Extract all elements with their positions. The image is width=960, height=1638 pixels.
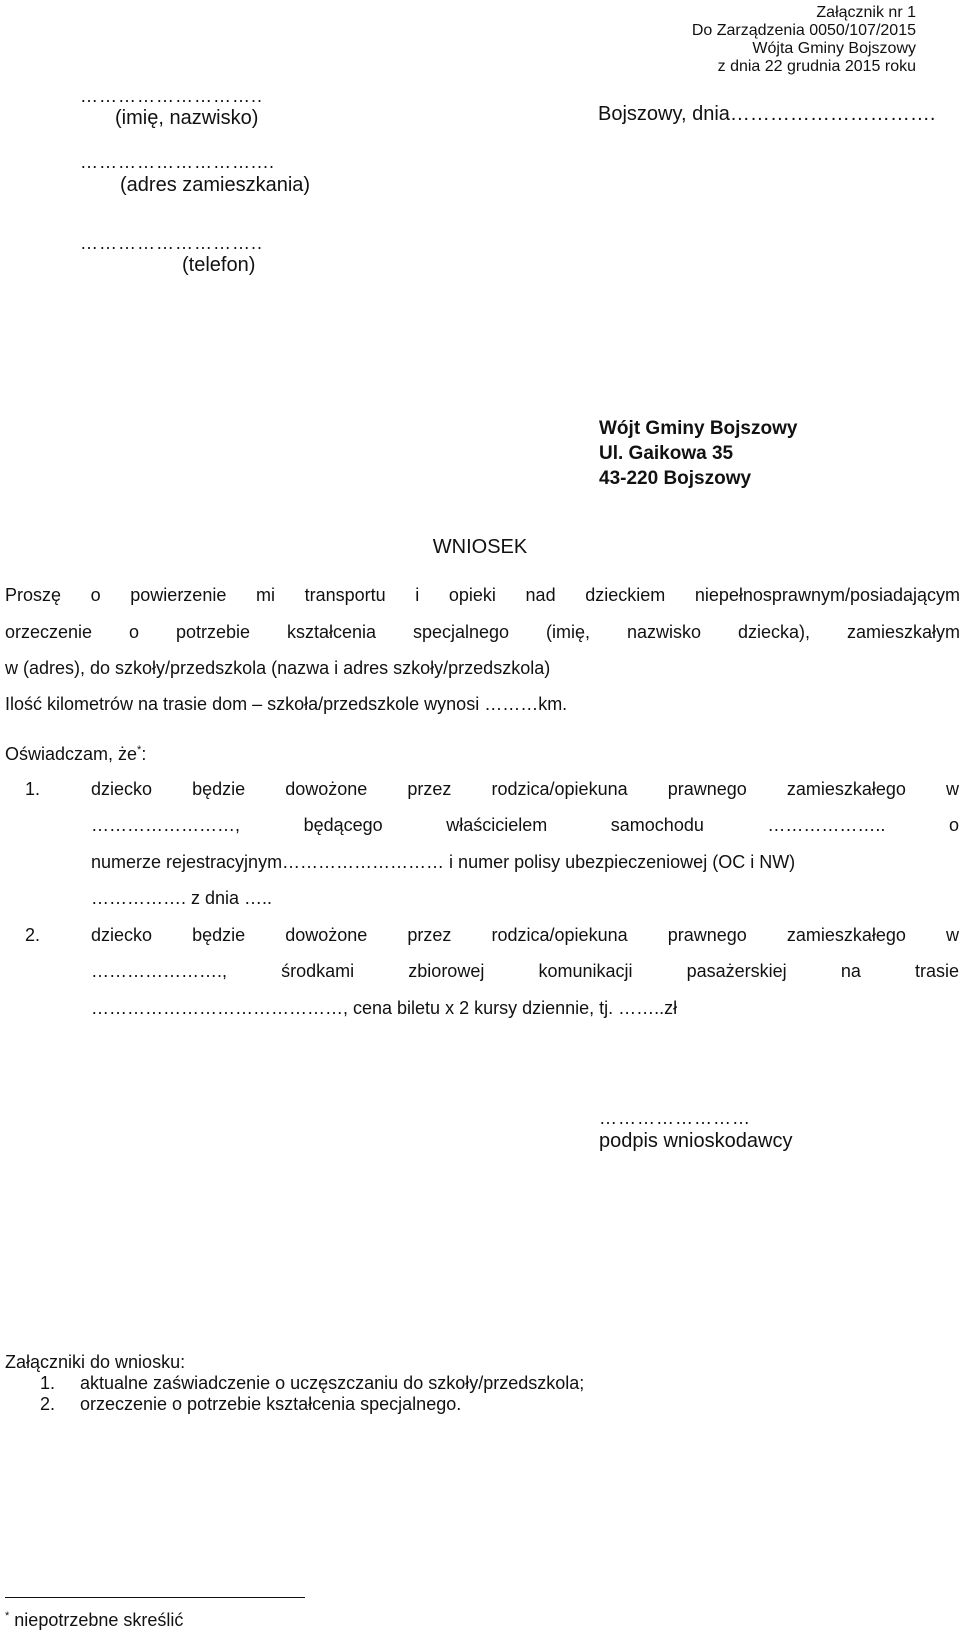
name-caption: (imię, nazwisko) <box>115 107 259 129</box>
ordinance-date: z dnia 22 grudnia 2015 roku <box>717 58 916 75</box>
attachment-number: Załącznik nr 1 <box>816 4 916 21</box>
attachments-title: Załączniki do wniosku: <box>5 1352 186 1372</box>
phone-caption: (telefon) <box>182 254 256 276</box>
item-2-line-1: dziecko będzie dowożone przez rodzica/opiekuna prawnego zamieszkałego w <box>91 925 959 945</box>
attachment-1-number: 1. <box>40 1373 56 1393</box>
document-title: WNIOSEK <box>432 536 528 558</box>
footnote <box>5 1610 183 1631</box>
footnote-marker: * <box>5 1610 10 1622</box>
attachment-1-text: aktualne zaświadczenie o uczęszczaniu do szkoły/przedszkola; <box>80 1373 585 1393</box>
ordinance-issuer: Wójta Gminy Bojszowy <box>752 40 916 57</box>
phone-dots-field: ……………………….. <box>80 233 264 253</box>
addressee-postal: 43-220 Bojszowy <box>599 468 752 489</box>
attachment-2-number: 2. <box>40 1394 56 1414</box>
item-1-line-1: dziecko będzie dowożone przez rodzica/opiekuna prawnego zamieszkałego w <box>91 779 959 799</box>
item-2-line-3: ……………………………………, cena biletu x 2 kursy dziennie, tj. ……..zł <box>91 998 678 1018</box>
ordinance-reference: Do Zarządzenia 0050/107/2015 <box>691 22 916 39</box>
footnote-separator <box>5 1597 305 1598</box>
item-1-number: 1. <box>25 779 41 799</box>
name-dots-field: ……………………….. <box>80 86 264 106</box>
declaration-heading <box>5 744 146 765</box>
addressee-name: Wójt Gminy Bojszowy <box>599 418 798 439</box>
request-line-4: Ilość kilometrów na trasie dom – szkoła/przedszkole wynosi ………km. <box>5 694 568 714</box>
signature-caption: podpis wnioskodawcy <box>599 1130 793 1152</box>
signature-dots-field: …………………… <box>599 1108 751 1128</box>
item-1-line-2: ……………………, będącego właścicielem samochodu ……………….. o <box>91 815 959 835</box>
declaration-label: Oświadczam, że <box>5 744 138 764</box>
addressee-street: Ul. Gaikowa 35 <box>599 443 734 464</box>
item-2-line-2: …………………., środkami zbiorowej komunikacji pasażerskiej na trasie <box>91 961 959 981</box>
address-caption: (adres zamieszkania) <box>120 174 311 196</box>
declaration-colon: : <box>141 744 147 764</box>
item-2-number: 2. <box>25 925 41 945</box>
request-line-2: orzeczenie o potrzebie kształcenia specjalnego (imię, nazwisko dziecka), zamieszkałym <box>5 622 960 642</box>
place-date-field: Bojszowy, dnia…………………………. <box>598 103 936 125</box>
address-dots-field: ……………………….... <box>80 152 276 172</box>
item-1-line-3: numerze rejestracyjnym……………………… i numer polisy ubezpieczeniowej (OC i NW) <box>91 852 796 872</box>
request-line-1: Proszę o powierzenie mi transportu i opieki nad dzieckiem niepełnosprawnym/posiadającym <box>5 585 960 605</box>
footnote-text: niepotrzebne skreślić <box>14 1610 184 1630</box>
footnote-mark: * <box>137 744 142 756</box>
request-line-3: w (adres), do szkoły/przedszkola (nazwa i adres szkoły/przedszkola) <box>5 658 551 678</box>
attachment-2-text: orzeczenie o potrzebie kształcenia specjalnego. <box>80 1394 462 1414</box>
item-1-line-4: ……………. z dnia ….. <box>91 888 273 908</box>
